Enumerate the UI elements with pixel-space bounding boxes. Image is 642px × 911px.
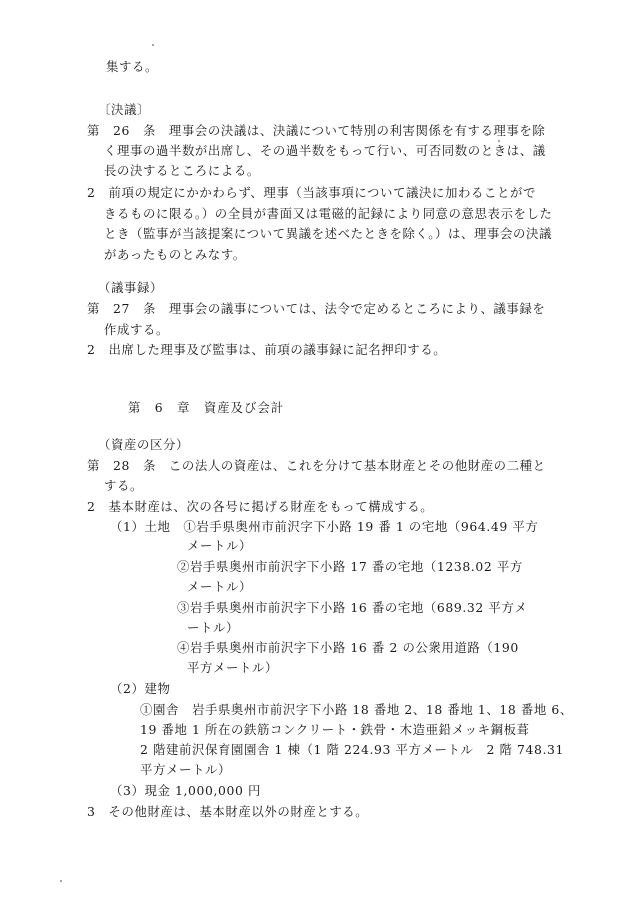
text-line: 平方メートル） bbox=[140, 762, 231, 777]
text-line: （1）土地 ①岩手県奥州市前沢字下小路 19 番 1 の宅地（964.49 平方 bbox=[110, 519, 539, 534]
text-line: ②岩手県奥州市前沢字下小路 17 番の宅地（1238.02 平方 bbox=[177, 559, 523, 574]
text-line: 第 27 条 理事会の議事については、法令で定めるところにより、議事録を bbox=[87, 301, 546, 316]
scan-speck bbox=[152, 44, 154, 46]
text-line: 2 出席した理事及び監事は、前項の議事録に記名押印する。 bbox=[87, 342, 447, 357]
text-line: ④岩手県奥州市前沢字下小路 16 番 2 の公衆用道路（190 bbox=[177, 640, 519, 655]
text-line: 集する。 bbox=[106, 59, 158, 74]
text-line: があったものとみなす。 bbox=[104, 247, 246, 262]
text-line: 3 その他財産は、基本財産以外の財産とする。 bbox=[87, 804, 369, 819]
text-line: 2 階建前沢保育園園舎 1 棟（1 階 224.93 平方メートル 2 階 748.31 bbox=[140, 742, 564, 757]
text-line: メートル） bbox=[187, 538, 252, 553]
text-line: とき（監事が当該提案について異議を述べたときを除く。）は、理事会の決議 bbox=[104, 226, 552, 241]
text-line: ートル） bbox=[187, 620, 239, 635]
scan-speck bbox=[498, 140, 500, 142]
article-caption: （議事録） bbox=[98, 280, 163, 295]
text-line: する。 bbox=[104, 478, 143, 493]
scan-speck bbox=[60, 880, 62, 882]
article-caption: 〔決議〕 bbox=[98, 102, 150, 117]
text-line: （3）現金 1,000,000 円 bbox=[110, 783, 261, 798]
text-line: 2 基本財産は、次の各号に掲げる財産をもって構成する。 bbox=[87, 499, 434, 514]
article-caption: （資産の区分） bbox=[98, 437, 189, 452]
text-line: 第 28 条 この法人の資産は、これを分けて基本財産とその他財産の二種と bbox=[87, 458, 546, 473]
text-line: 長の決するところによる。 bbox=[104, 163, 260, 178]
text-line: 2 前項の規定にかかわらず、理事（当該事項について議決に加わることがで bbox=[87, 185, 536, 200]
text-line: 平方メートル） bbox=[187, 660, 278, 675]
text-line: ③岩手県奥州市前沢字下小路 16 番の宅地（689.32 平方メ bbox=[177, 600, 528, 615]
text-line: きるものに限る。）の全員が書面又は電磁的記録により同意の意思表示をした bbox=[104, 206, 553, 221]
text-line: （2）建物 bbox=[110, 681, 171, 696]
chapter-heading: 第 6 章 資産及び会計 bbox=[128, 400, 285, 415]
text-line: 第 26 条 理事会の決議は、決議について特別の利害関係を有する理事を除 bbox=[87, 123, 546, 138]
text-line: メートル） bbox=[187, 579, 252, 594]
text-line: ①園舎 岩手県奥州市前沢字下小路 18 番地 2、18 番地 1、18 番地 6、 bbox=[140, 702, 573, 717]
text-line: く理事の過半数が出席し、その過半数をもって行い、可否同数のときは、議 bbox=[104, 143, 546, 158]
text-line: 作成する。 bbox=[104, 322, 169, 337]
text-line: 19 番地 1 所在の鉄筋コンクリート・鉄骨・木造亜鉛メッキ鋼板葺 bbox=[140, 722, 530, 737]
